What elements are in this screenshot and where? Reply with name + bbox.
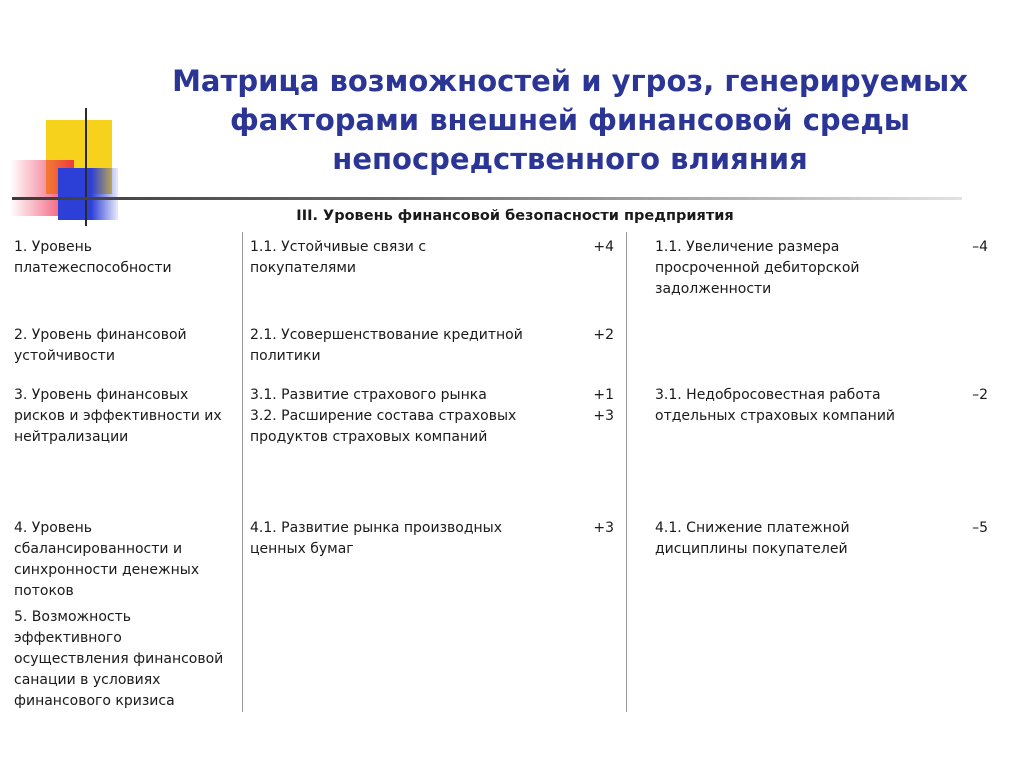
factor-cell: 1. Уровень платежеспособности bbox=[14, 239, 172, 276]
opportunity-score: +2 bbox=[593, 327, 614, 343]
decor-horizontal-line bbox=[12, 197, 962, 200]
opportunity-cell: 3.1. Развитие страхового рынка 3.2. Расширение состава страховых продуктов страховых компаний bbox=[250, 387, 517, 445]
slide-title: Матрица возможностей и угроз, генерируемых факторами внешней финансовой среды непосредственного влияния bbox=[172, 64, 968, 176]
opportunity-score: +1 +3 bbox=[593, 387, 614, 424]
threat-cell: 1.1. Увеличение размера просроченной дебиторской задолженности bbox=[655, 239, 860, 297]
threat-cell: 3.1. Недобросовестная работа отдельных страховых компаний bbox=[655, 387, 896, 424]
opportunity-score: +3 bbox=[593, 520, 614, 536]
decor-vertical-line bbox=[85, 108, 87, 226]
column-divider-1 bbox=[242, 232, 243, 712]
factor-cell: 5. Возможность эффективного осуществления финансовой санации в условиях финансового кризиса bbox=[14, 609, 224, 709]
decor-blue-square bbox=[58, 168, 118, 220]
threat-score: –5 bbox=[972, 520, 988, 536]
factor-cell: 3. Уровень финансовых рисков и эффективности их нейтрализации bbox=[14, 387, 222, 445]
threat-score: –4 bbox=[972, 239, 988, 255]
opportunity-cell: 4.1. Развитие рынка производных ценных бумаг bbox=[250, 520, 503, 557]
factor-cell: 4. Уровень сбалансированности и синхронности денежных потоков bbox=[14, 520, 200, 599]
opportunity-score: +4 bbox=[593, 239, 614, 255]
threat-score: –2 bbox=[972, 387, 988, 403]
table-subtitle: III. Уровень финансовой безопасности предприятия bbox=[296, 208, 734, 224]
opportunity-cell: 1.1. Устойчивые связи с покупателями bbox=[250, 239, 427, 276]
threat-cell: 4.1. Снижение платежной дисциплины покупателей bbox=[655, 520, 850, 557]
factor-cell: 2. Уровень финансовой устойчивости bbox=[14, 327, 187, 364]
column-divider-2 bbox=[626, 232, 627, 712]
opportunity-cell: 2.1. Усовершенствование кредитной политики bbox=[250, 327, 523, 364]
